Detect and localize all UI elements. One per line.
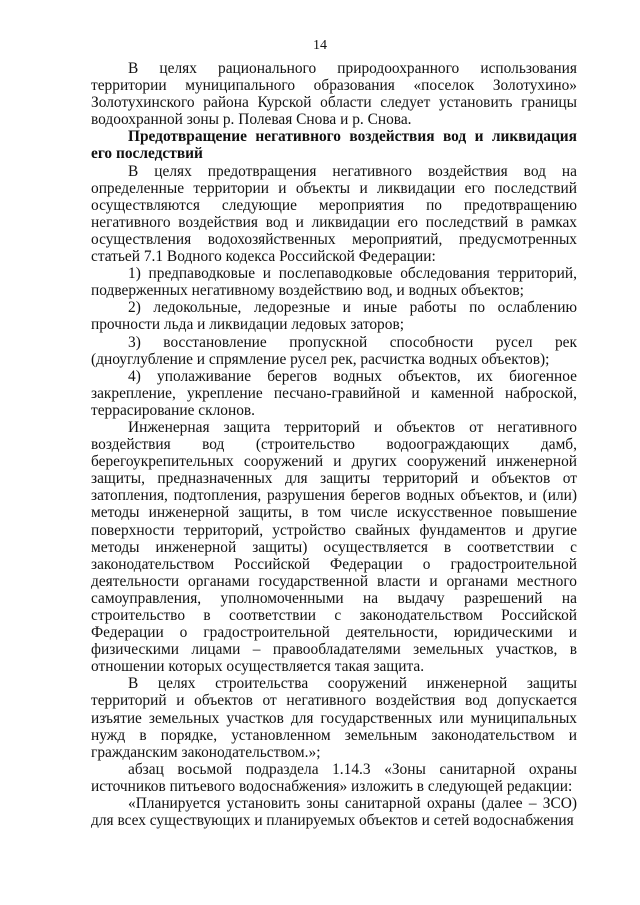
- paragraph-sanitary-zones: «Планируется установить зоны санитарной охраны (далее – ЗСО) для всех существующих и планируемых объектов и сетей водоснабжения: [91, 795, 577, 830]
- page-number: 14: [313, 38, 327, 53]
- list-item-4: 4) уполаживание берегов водных объектов, их биогенное закрепление, укрепление песчано-гравийной и каменной наброской, террасирование склонов.: [91, 367, 577, 419]
- list-item-3: 3) восстановление пропускной способности русел рек (дноуглубление и спрямление русел рек, расчистка водных объектов);: [91, 333, 577, 368]
- paragraph-measures-intro: В целях предотвращения негативного воздействия вод на определенные территории и объекты и ликвидации его последствий осуществляются следующие мероприятия по предотвращению негативного воздействия вод и ликвидации его последствий в рамках осуществления водохозяйственных мероприятий, предусмотренных статьей 7.1 Водного кодекса Российской Федерации:: [91, 162, 577, 266]
- paragraph-engineering-protection: Инженерная защита территорий и объектов от негативного воздействия вод (строительство водоограждающих дамб, берегоукрепительных сооружений и других сооружений инженерной защиты, предназначенных для защиты территорий и объектов от затопления, подтопления, разрушения берегов водных объектов, и (или) методы инженерной защиты, в том числе искусственное повышение поверхности территорий, устройство свайных фундаментов и другие методы инженерной защиты) осуществляется в соответствии с законодательством Российской Федерации о градостроительной деятельности органами государственной власти и органами местного самоуправления, уполномоченными на выдачу разрешений на строительство в соответствии с законодательством Российской Федерации о градостроительной деятельности, юридическими и физическими лицами – правообладателями земельных участков, в отношении которых осуществляется такая защита.: [91, 418, 577, 676]
- paragraph-land-seizure: В целях строительства сооружений инженерной защиты территорий и объектов от негативного воздействия вод допускается изъятие земельных участков для государственных или муниципальных нужд в порядке, установленном земельным законодательством и гражданским законодательством.»;: [91, 675, 577, 761]
- list-item-1: 1) предпаводковые и послепаводковые обследования территорий, подверженных негативному воздействию вод, и водных объектов;: [91, 265, 577, 300]
- list-item-2: 2) ледокольные, ледорезные и иные работы по ослаблению прочности льда и ликвидации ледовых заторов;: [91, 299, 577, 334]
- paragraph-water-protection-zone: В целях рационального природоохранного использования территории муниципального образования «поселок Золотухино» Золотухинского района Курской области следует установить границы водоохранной зоны р. Полевая Снова и р. Снова.: [91, 60, 577, 129]
- document-body: [91, 60, 577, 829]
- paragraph-amendment: абзац восьмой подраздела 1.14.3 «Зоны санитарной охраны источников питьевого водоснабжения» изложить в следующей редакции:: [91, 760, 577, 795]
- section-heading: Предотвращение негативного воздействия вод и ликвидация его последствий: [91, 128, 577, 163]
